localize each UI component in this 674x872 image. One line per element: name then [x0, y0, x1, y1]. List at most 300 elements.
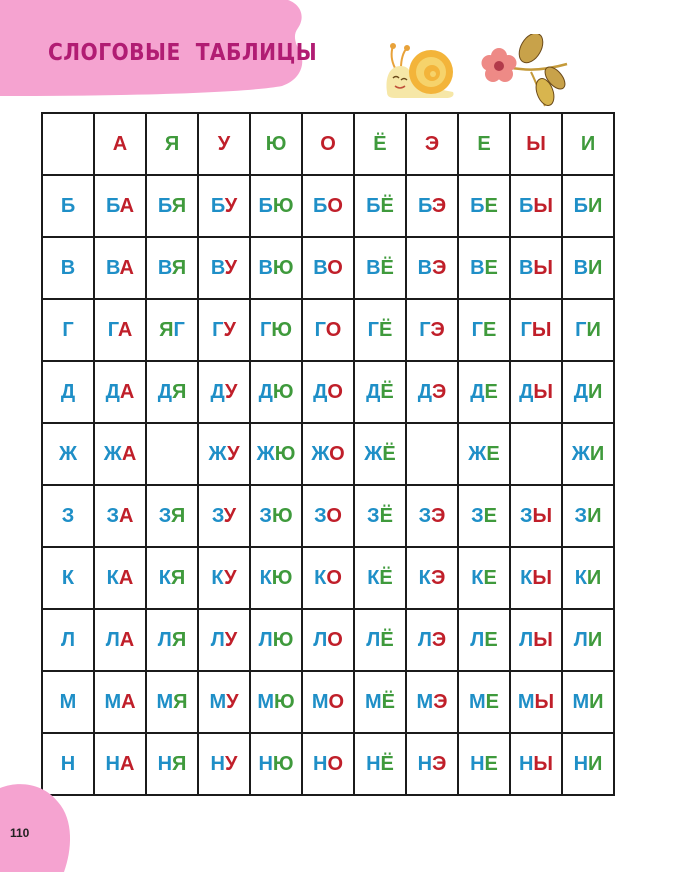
syllable-letter: Д	[366, 381, 381, 403]
syllable-cell	[458, 733, 510, 795]
syllable-cell	[146, 733, 198, 795]
syllable-letter: Я	[170, 567, 186, 589]
syllable-letter: Н	[258, 753, 273, 775]
vowel-header-cell: Я	[146, 113, 198, 175]
syllable-cell	[354, 175, 406, 237]
syllable-letter: Ж	[571, 443, 590, 465]
syllable-letter: З	[259, 505, 272, 527]
syllable-letter: О	[327, 195, 343, 217]
syllable-letter: И	[586, 319, 601, 341]
syllable-cell	[302, 485, 354, 547]
syllable-letter: Н	[417, 753, 433, 775]
syllable-letter: Е	[483, 505, 497, 527]
syllable-cell	[198, 299, 250, 361]
syllable-letter: М	[257, 691, 275, 713]
syllable-letter: В	[573, 257, 589, 279]
vowel-header-cell: О	[302, 113, 354, 175]
syllable-row	[42, 299, 614, 361]
syllable-letter: В	[157, 257, 172, 279]
syllable-letter: Г	[520, 319, 532, 341]
consonant-cell: Г	[42, 299, 94, 361]
syllable-letter: Б	[417, 195, 432, 217]
consonant-cell: В	[42, 237, 94, 299]
syllable-letter: Ы	[533, 753, 554, 775]
syllable-cell	[458, 609, 510, 671]
syllable-letter: Ж	[311, 443, 330, 465]
syllable-letter: И	[587, 381, 603, 403]
syllable-cell	[458, 175, 510, 237]
syllable-letter: Г	[575, 319, 587, 341]
syllable-cell	[354, 485, 406, 547]
syllable-letter: Л	[519, 629, 534, 651]
syllable-letter: Н	[366, 753, 381, 775]
syllable-cell	[198, 423, 250, 485]
syllable-cell	[250, 361, 302, 423]
syllable-letter: З	[418, 505, 432, 527]
syllable-letter: Ы	[533, 381, 553, 403]
syllable-letter: Ё	[382, 443, 396, 465]
syllable-letter: Д	[313, 381, 328, 403]
syllable-cell	[94, 175, 146, 237]
syllable-cell	[562, 423, 614, 485]
syllable-letter: У	[224, 257, 238, 279]
syllable-cell	[406, 485, 458, 547]
syllable-letter: К	[574, 567, 587, 589]
syllable-row	[42, 237, 614, 299]
syllable-cell	[562, 547, 614, 609]
syllable-cell	[406, 299, 458, 361]
syllable-cell	[510, 485, 562, 547]
syllable-cell	[406, 671, 458, 733]
syllable-cell	[302, 361, 354, 423]
syllable-letter: У	[223, 505, 237, 527]
syllable-letter: Д	[470, 381, 485, 403]
syllable-cell	[510, 671, 562, 733]
syllable-letter: Г	[367, 319, 379, 341]
syllable-cell	[146, 609, 198, 671]
syllable-cell	[146, 237, 198, 299]
syllable-letter: Ы	[532, 505, 553, 527]
syllable-letter: К	[259, 567, 272, 589]
syllable-letter: Л	[470, 629, 485, 651]
syllable-letter: Ю	[272, 629, 294, 651]
syllable-cell	[146, 485, 198, 547]
consonant-cell: Д	[42, 361, 94, 423]
syllable-letter: О	[327, 629, 343, 651]
snail-icon	[381, 38, 459, 98]
syllable-cell	[94, 423, 146, 485]
syllable-cell	[250, 299, 302, 361]
syllable-letter: Г	[173, 319, 185, 341]
syllable-letter: Ж	[103, 443, 122, 465]
syllable-letter: Ю	[271, 567, 293, 589]
syllable-letter: Д	[157, 381, 172, 403]
syllable-letter: О	[329, 443, 345, 465]
syllable-letter: Ю	[274, 691, 295, 713]
syllable-cell	[458, 423, 510, 485]
syllable-letter: Д	[105, 381, 120, 403]
syllable-letter: Е	[484, 257, 498, 279]
empty-cell	[406, 423, 458, 485]
syllable-letter: Ю	[272, 753, 294, 775]
syllable-letter: З	[106, 505, 120, 527]
syllable-cell	[510, 237, 562, 299]
syllable-letter: У	[224, 195, 238, 217]
vowel-header-cell: А	[94, 113, 146, 175]
syllable-cell	[302, 609, 354, 671]
syllable-cell	[354, 547, 406, 609]
syllable-cell	[94, 361, 146, 423]
syllable-letter: Б	[157, 195, 172, 217]
syllable-letter: З	[211, 505, 224, 527]
syllable-cell	[302, 423, 354, 485]
syllable-letter: У	[225, 381, 238, 403]
syllable-letter: У	[224, 567, 237, 589]
syllable-cell	[302, 671, 354, 733]
consonant-cell: Б	[42, 175, 94, 237]
syllable-cell	[354, 237, 406, 299]
syllable-letter: Э	[430, 319, 445, 341]
syllable-cell	[354, 361, 406, 423]
syllable-letter: Э	[433, 691, 448, 713]
syllable-letter: М	[517, 691, 535, 713]
page-number: 110	[10, 826, 30, 840]
syllable-letter: Л	[573, 629, 588, 651]
syllable-letter: Ж	[208, 443, 228, 465]
syllable-letter: А	[117, 319, 133, 341]
syllable-cell	[94, 547, 146, 609]
syllable-letter: Ю	[272, 381, 294, 403]
syllable-letter: Д	[210, 381, 226, 403]
syllable-letter: Е	[484, 753, 498, 775]
syllable-letter: Е	[484, 381, 498, 403]
syllable-letter: И	[589, 443, 605, 465]
syllable-letter: Г	[419, 319, 431, 341]
syllable-row	[42, 485, 614, 547]
vowel-header-cell: Ы	[510, 113, 562, 175]
page-title: СЛОГОВЫЕ ТАБЛИЦЫ	[48, 40, 318, 66]
syllable-letter: А	[119, 505, 134, 527]
syllable-letter: К	[471, 567, 484, 589]
syllable-cell	[302, 237, 354, 299]
syllable-letter: Г	[260, 319, 272, 341]
syllable-cell	[354, 609, 406, 671]
empty-cell	[146, 423, 198, 485]
syllable-letter: Я	[173, 691, 188, 713]
syllable-cell	[250, 423, 302, 485]
syllable-letter: З	[471, 505, 484, 527]
syllable-letter: Б	[470, 195, 485, 217]
flower-branch-icon	[481, 34, 571, 110]
syllable-cell	[250, 733, 302, 795]
syllable-letter: Ы	[534, 691, 555, 713]
syllable-letter: О	[325, 319, 342, 341]
syllable-row	[42, 175, 614, 237]
syllable-letter: Л	[417, 629, 432, 651]
syllable-letter: Ё	[380, 381, 394, 403]
syllable-letter: А	[119, 381, 135, 403]
syllable-cell	[146, 547, 198, 609]
syllable-row	[42, 547, 614, 609]
syllable-letter: Н	[312, 753, 328, 775]
syllable-cell	[198, 671, 250, 733]
vowel-header-cell: И	[562, 113, 614, 175]
syllable-cell	[94, 299, 146, 361]
vowel-header-cell: У	[198, 113, 250, 175]
syllable-table	[41, 112, 615, 796]
syllable-letter: Ё	[380, 629, 394, 651]
syllable-cell	[458, 237, 510, 299]
syllable-letter: Ё	[380, 753, 394, 775]
syllable-letter: Д	[258, 381, 273, 403]
syllable-letter: Я	[171, 195, 187, 217]
syllable-letter: В	[366, 257, 381, 279]
syllable-letter: И	[589, 691, 604, 713]
syllable-letter: Г	[314, 319, 326, 341]
syllable-letter: Б	[573, 195, 588, 217]
syllable-letter: К	[367, 567, 380, 589]
syllable-letter: Е	[484, 195, 498, 217]
vowel-header-row	[42, 113, 614, 175]
syllable-letter: Ю	[272, 195, 294, 217]
syllable-letter: К	[520, 567, 533, 589]
syllable-letter: И	[587, 629, 603, 651]
syllable-letter: Ё	[378, 319, 393, 341]
syllable-row	[42, 423, 614, 485]
syllable-letter: И	[586, 567, 602, 589]
syllable-letter: О	[327, 381, 343, 403]
syllable-cell	[406, 733, 458, 795]
syllable-letter: А	[119, 195, 135, 217]
syllable-letter: Ы	[533, 257, 554, 279]
syllable-letter: И	[588, 257, 603, 279]
syllable-letter: Е	[485, 691, 499, 713]
syllable-letter: У	[225, 753, 238, 775]
syllable-letter: Ж	[256, 443, 275, 465]
syllable-letter: Н	[105, 753, 120, 775]
syllable-letter: В	[258, 257, 273, 279]
syllable-letter: М	[104, 691, 122, 713]
syllable-letter: Н	[518, 753, 534, 775]
syllable-letter: Ё	[381, 691, 396, 713]
syllable-cell	[510, 609, 562, 671]
syllable-letter: А	[118, 567, 134, 589]
syllable-row	[42, 671, 614, 733]
syllable-letter: Д	[573, 381, 588, 403]
syllable-letter: Ж	[364, 443, 383, 465]
syllable-cell	[562, 485, 614, 547]
syllable-cell	[458, 485, 510, 547]
syllable-letter: Ё	[379, 505, 393, 527]
syllable-cell	[250, 485, 302, 547]
syllable-letter: Б	[519, 195, 534, 217]
syllable-cell	[198, 547, 250, 609]
syllable-cell	[198, 175, 250, 237]
consonant-cell: Ж	[42, 423, 94, 485]
syllable-letter: Я	[172, 753, 187, 775]
syllable-letter: Л	[258, 629, 273, 651]
syllable-letter: В	[210, 257, 225, 279]
syllable-letter: Я	[170, 505, 186, 527]
syllable-letter: З	[519, 505, 533, 527]
syllable-letter: А	[121, 443, 137, 465]
syllable-cell	[562, 733, 614, 795]
syllable-letter: Ё	[380, 195, 394, 217]
syllable-cell	[198, 609, 250, 671]
syllable-letter: Э	[431, 505, 446, 527]
syllable-cell	[458, 361, 510, 423]
syllable-letter: Л	[313, 629, 328, 651]
syllable-letter: И	[588, 753, 603, 775]
syllable-cell	[198, 733, 250, 795]
syllable-letter: А	[119, 629, 135, 651]
syllable-letter: Н	[157, 753, 173, 775]
syllable-letter: В	[518, 257, 534, 279]
syllable-cell	[198, 237, 250, 299]
syllable-cell	[146, 299, 198, 361]
consonant-cell: Н	[42, 733, 94, 795]
syllable-letter: Н	[470, 753, 485, 775]
syllable-cell	[510, 733, 562, 795]
syllable-letter: М	[364, 691, 382, 713]
syllable-row	[42, 609, 614, 671]
syllable-letter: Н	[573, 753, 589, 775]
syllable-letter: Ы	[533, 629, 553, 651]
syllable-letter: М	[311, 691, 329, 713]
syllable-cell	[354, 671, 406, 733]
syllable-letter: Э	[431, 195, 447, 217]
syllable-cell	[406, 547, 458, 609]
syllable-letter: Ы	[531, 319, 552, 341]
syllable-cell	[302, 733, 354, 795]
syllable-letter: Б	[313, 195, 328, 217]
syllable-cell	[406, 175, 458, 237]
syllable-cell	[302, 299, 354, 361]
syllable-letter: В	[417, 257, 433, 279]
syllable-cell	[510, 547, 562, 609]
syllable-letter: А	[121, 691, 136, 713]
syllable-letter: В	[470, 257, 485, 279]
syllable-letter: А	[119, 257, 134, 279]
empty-cell	[510, 423, 562, 485]
syllable-letter: Ы	[532, 567, 552, 589]
syllable-letter: Б	[210, 195, 225, 217]
syllable-letter: З	[367, 505, 380, 527]
syllable-letter: И	[587, 505, 602, 527]
syllable-letter: У	[223, 319, 236, 341]
syllable-letter: Д	[519, 381, 534, 403]
syllable-letter: Э	[431, 629, 447, 651]
syllable-letter: К	[158, 567, 171, 589]
syllable-letter: У	[227, 443, 240, 465]
vowel-header-cell: Е	[458, 113, 510, 175]
syllable-letter: М	[209, 691, 227, 713]
syllable-cell	[250, 547, 302, 609]
syllable-letter: У	[226, 691, 239, 713]
vowel-header-cell: Э	[406, 113, 458, 175]
vowel-header-cell: Ё	[354, 113, 406, 175]
syllable-letter: М	[572, 691, 590, 713]
syllable-cell	[250, 671, 302, 733]
syllable-letter: У	[224, 629, 238, 651]
syllable-letter: Л	[366, 629, 381, 651]
syllable-letter: Ю	[274, 443, 296, 465]
syllable-letter: Г	[107, 319, 118, 341]
syllable-cell	[354, 733, 406, 795]
syllable-cell	[250, 175, 302, 237]
syllable-cell	[562, 609, 614, 671]
syllable-letter: Ж	[468, 443, 487, 465]
syllable-letter: Э	[432, 381, 447, 403]
syllable-letter: Е	[486, 443, 500, 465]
syllable-cell	[406, 361, 458, 423]
syllable-letter: Г	[471, 319, 483, 341]
syllable-row	[42, 361, 614, 423]
syllable-cell	[562, 361, 614, 423]
syllable-letter: М	[416, 691, 434, 713]
syllable-letter: Н	[210, 753, 225, 775]
syllable-cell	[354, 423, 406, 485]
syllable-cell	[302, 547, 354, 609]
syllable-letter: Л	[157, 629, 172, 651]
syllable-letter: О	[327, 753, 343, 775]
syllable-letter: З	[158, 505, 171, 527]
syllable-cell	[562, 299, 614, 361]
syllable-letter: В	[313, 257, 328, 279]
syllable-letter: К	[106, 567, 119, 589]
syllable-cell	[94, 485, 146, 547]
syllable-letter: О	[326, 567, 342, 589]
syllable-letter: Ы	[533, 195, 553, 217]
syllable-letter: Б	[366, 195, 381, 217]
syllable-cell	[198, 485, 250, 547]
syllable-letter: Е	[484, 629, 498, 651]
syllable-letter: Л	[105, 629, 120, 651]
syllable-letter: М	[156, 691, 174, 713]
consonant-cell: М	[42, 671, 94, 733]
syllable-cell	[562, 237, 614, 299]
syllable-letter: Л	[210, 629, 225, 651]
syllable-letter: И	[588, 195, 603, 217]
syllable-cell	[146, 361, 198, 423]
syllable-cell	[354, 299, 406, 361]
syllable-cell	[562, 175, 614, 237]
syllable-letter: Я	[171, 629, 187, 651]
syllable-letter: Э	[432, 753, 447, 775]
syllable-letter: Б	[105, 195, 120, 217]
syllable-letter: Я	[171, 257, 187, 279]
syllable-letter: Е	[483, 319, 497, 341]
syllable-cell	[198, 361, 250, 423]
syllable-letter: Ю	[271, 319, 292, 341]
syllable-row	[42, 733, 614, 795]
syllable-cell	[94, 237, 146, 299]
syllable-letter: К	[211, 567, 225, 589]
syllable-cell	[458, 299, 510, 361]
syllable-cell	[510, 299, 562, 361]
syllable-letter: Е	[483, 567, 497, 589]
consonant-cell: Л	[42, 609, 94, 671]
syllable-cell	[510, 361, 562, 423]
vowel-header-cell: Ю	[250, 113, 302, 175]
syllable-letter: З	[574, 505, 588, 527]
consonant-cell: К	[42, 547, 94, 609]
syllable-cell	[458, 547, 510, 609]
syllable-cell	[562, 671, 614, 733]
syllable-letter: О	[328, 691, 345, 713]
syllable-letter: Б	[258, 195, 273, 217]
syllable-cell	[250, 237, 302, 299]
